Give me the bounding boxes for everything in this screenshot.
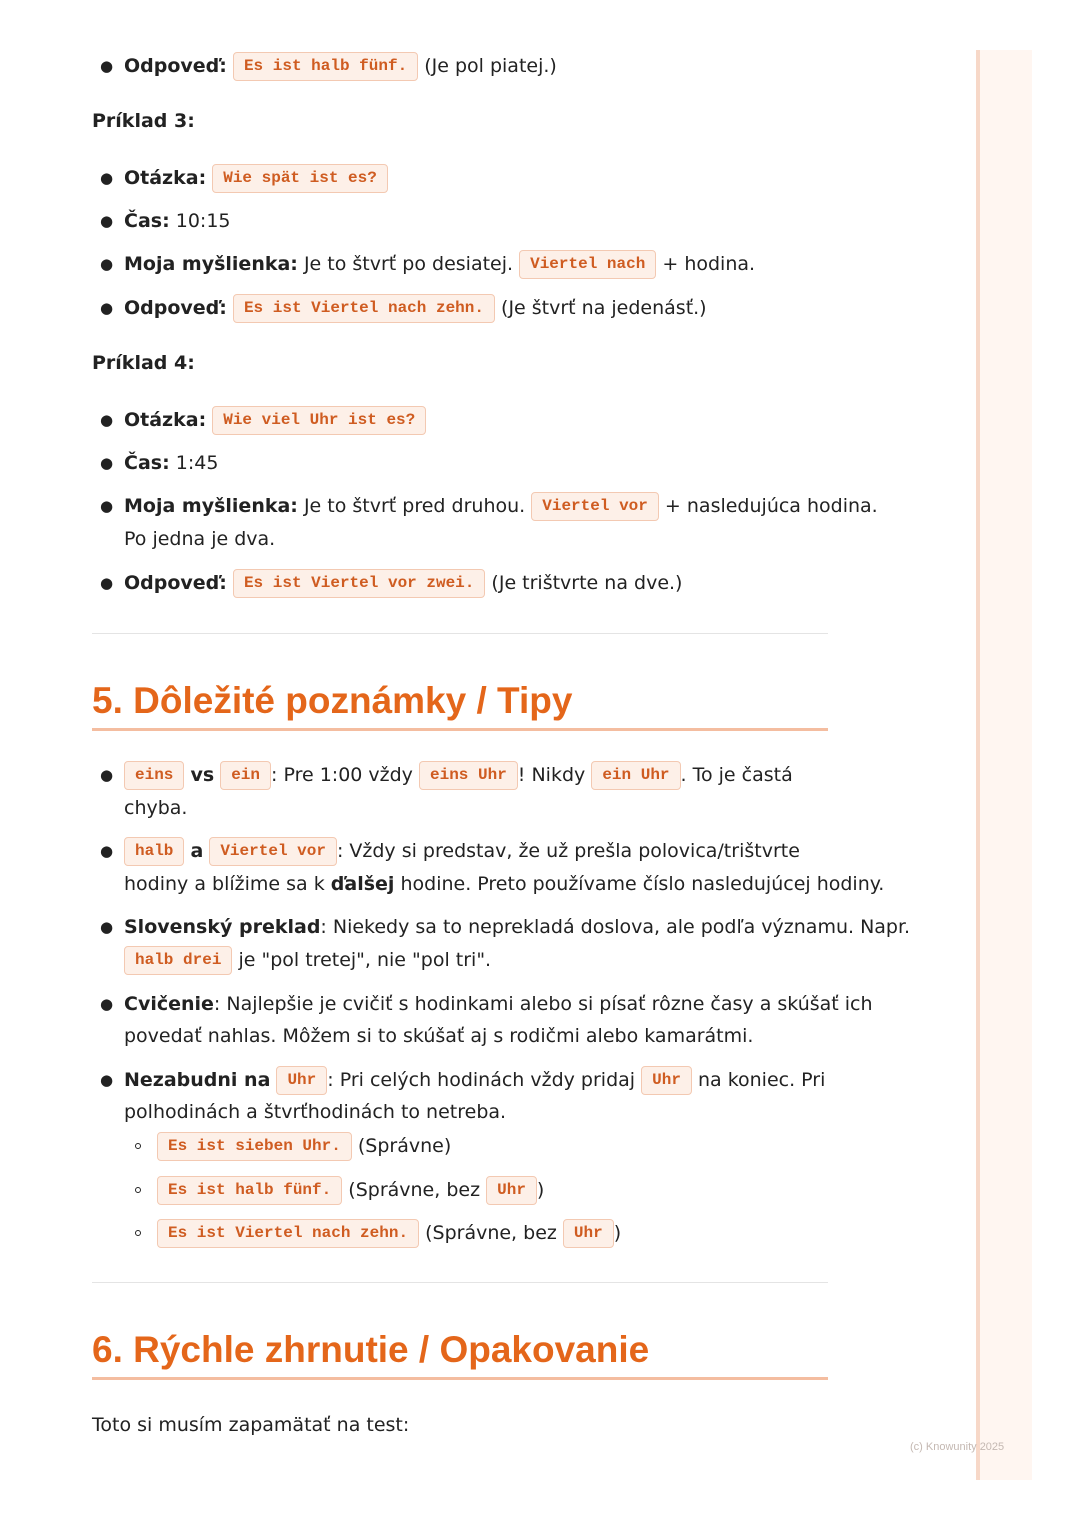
example2-answer: [124, 50, 557, 82]
bullet-icon: ●: [100, 299, 114, 317]
example-note: (Správne): [357, 1135, 452, 1157]
tip-eins-ein: [124, 759, 793, 791]
example3-question: [124, 162, 388, 194]
example4-question: [124, 404, 426, 436]
example-sentence-1: [157, 1130, 451, 1162]
code-snippet: Wie viel Uhr ist es?: [212, 406, 426, 435]
tip-text: : Pri celých hodinách vždy pridaj: [327, 1069, 636, 1091]
example4-answer: [124, 567, 682, 599]
code-snippet: Es ist halb fünf.: [233, 52, 418, 81]
thought-label: Moja myšlienka:: [124, 253, 298, 275]
tip-label: Slovenský preklad: [124, 916, 321, 938]
example-note: (Správne, bez: [348, 1179, 481, 1201]
tip-text: : Pre 1:00 vždy: [271, 764, 413, 786]
tip-uhr-line2: polhodinách a štvrťhodinách to netreba.: [124, 1101, 507, 1123]
bullet-icon: ●: [100, 574, 114, 592]
tip-practice-line2: povedať nahlas. Môžem si to skúšať aj s rodičmi alebo kamarátmi.: [124, 1025, 754, 1047]
time-label: Čas:: [124, 210, 170, 232]
code-snippet: Wie spät ist es?: [212, 164, 388, 193]
code-snippet: halb: [124, 837, 184, 866]
example-note: (Správne, bez: [425, 1222, 557, 1244]
code-snippet: Viertel nach: [519, 250, 656, 279]
circle-bullet-icon: [135, 1187, 141, 1193]
bullet-icon: ●: [100, 1071, 114, 1089]
bullet-icon: ●: [100, 255, 114, 273]
tip-practice: [124, 988, 873, 1020]
code-snippet: Uhr: [641, 1066, 692, 1095]
example4-time: [124, 447, 218, 479]
bullet-icon: ●: [100, 842, 114, 860]
tip-halb-viertel-line2: [124, 868, 884, 900]
answer-label: Odpoveď:: [124, 572, 227, 594]
vs-label: vs: [190, 764, 215, 786]
section5-heading: 5. Dôležité poznámky / Tipy: [92, 678, 828, 731]
bullet-icon: ●: [100, 918, 114, 936]
tip-text: : Vždy si predstav, že už prešla polovica/trištvrte: [336, 840, 800, 862]
code-snippet: Es ist Viertel vor zwei.: [233, 569, 485, 598]
tip-label: Cvičenie: [124, 993, 214, 1015]
tip-text: . To je častá: [680, 764, 793, 786]
circle-bullet-icon: [135, 1143, 141, 1149]
code-snippet: Es ist Viertel nach zehn.: [157, 1219, 419, 1248]
answer-label: Odpoveď:: [124, 55, 227, 77]
code-snippet: Viertel vor: [531, 492, 659, 521]
bullet-icon: ●: [100, 454, 114, 472]
thought-tail: + nasledujúca hodina.: [664, 495, 878, 517]
thought-text: Je to štvrť pred druhou.: [303, 495, 526, 517]
tip-label: Nezabudni na: [124, 1069, 271, 1091]
copyright-note: (c) Knowunity 2025: [910, 1441, 1005, 1453]
example3-answer: [124, 292, 707, 324]
tip-text: hodiny a blížime sa k: [124, 873, 325, 895]
code-snippet: Uhr: [486, 1176, 537, 1205]
tip-uhr: [124, 1064, 825, 1096]
example4-thought: [124, 490, 878, 522]
answer-translation: (Je pol piatej.): [424, 55, 557, 77]
section-divider: [92, 633, 828, 634]
code-snippet: ein Uhr: [591, 761, 680, 790]
section6-heading: 6. Rýchle zhrnutie / Opakovanie: [92, 1327, 828, 1380]
circle-bullet-icon: [135, 1230, 141, 1236]
code-snippet: Es ist sieben Uhr.: [157, 1132, 352, 1161]
tip-text: ! Nikdy: [517, 764, 586, 786]
tip-text: : Najlepšie je cvičiť s hodinkami alebo si písať rôzne časy a skúšať ich: [213, 993, 873, 1015]
time-value: 1:45: [175, 452, 219, 474]
bullet-icon: ●: [100, 995, 114, 1013]
code-snippet: eins Uhr: [419, 761, 518, 790]
example-note: ): [536, 1179, 545, 1201]
example3-thought: [124, 248, 755, 280]
tip-translation: [124, 911, 910, 943]
code-snippet: Es ist Viertel nach zehn.: [233, 294, 495, 323]
example3-title: Príklad 3:: [92, 110, 195, 132]
tip-translation-line2: [124, 944, 491, 976]
section6-intro: Toto si musím zapamätať na test:: [92, 1414, 410, 1436]
code-snippet: Viertel vor: [209, 837, 337, 866]
answer-label: Odpoveď:: [124, 297, 227, 319]
bullet-icon: ●: [100, 57, 114, 75]
answer-translation: (Je trištvrte na dve.): [491, 572, 683, 594]
thought-label: Moja myšlienka:: [124, 495, 298, 517]
example-sentence-3: [157, 1217, 621, 1249]
code-snippet: Es ist halb fünf.: [157, 1176, 342, 1205]
example3-time: [124, 205, 231, 237]
answer-translation: (Je štvrť na jedenásť.): [501, 297, 707, 319]
example4-thought-line2: Po jedna je dva.: [124, 528, 276, 550]
tip-eins-ein-line2: chyba.: [124, 797, 188, 819]
tip-text: : Niekedy sa to neprekladá doslova, ale podľa významu. Napr.: [320, 916, 911, 938]
question-label: Otázka:: [124, 167, 207, 189]
thought-text: Je to štvrť po desiatej.: [303, 253, 514, 275]
time-value: 10:15: [175, 210, 231, 232]
bullet-icon: ●: [100, 766, 114, 784]
tip-text: je "pol tretej", nie "pol tri".: [238, 949, 492, 971]
tip-text: na koniec. Pri: [697, 1069, 826, 1091]
section-divider: [92, 1282, 828, 1283]
bullet-icon: ●: [100, 212, 114, 230]
tip-text: hodine. Preto používame číslo nasledujúcej hodiny.: [400, 873, 885, 895]
time-label: Čas:: [124, 452, 170, 474]
code-snippet: ein: [220, 761, 271, 790]
example4-title: Príklad 4:: [92, 352, 195, 374]
right-margin-panel: [976, 50, 1032, 1480]
code-snippet: halb drei: [124, 946, 232, 975]
question-label: Otázka:: [124, 409, 207, 431]
code-snippet: eins: [124, 761, 184, 790]
emphasis-text: ďalšej: [330, 873, 395, 895]
code-snippet: Uhr: [276, 1066, 327, 1095]
example-note: ): [613, 1222, 622, 1244]
bullet-icon: ●: [100, 411, 114, 429]
bullet-icon: ●: [100, 497, 114, 515]
code-snippet: Uhr: [563, 1219, 614, 1248]
thought-tail: + hodina.: [662, 253, 756, 275]
tip-halb-viertel: [124, 835, 800, 867]
conjunction-label: a: [190, 840, 204, 862]
example-sentence-2: [157, 1174, 544, 1206]
bullet-icon: ●: [100, 169, 114, 187]
